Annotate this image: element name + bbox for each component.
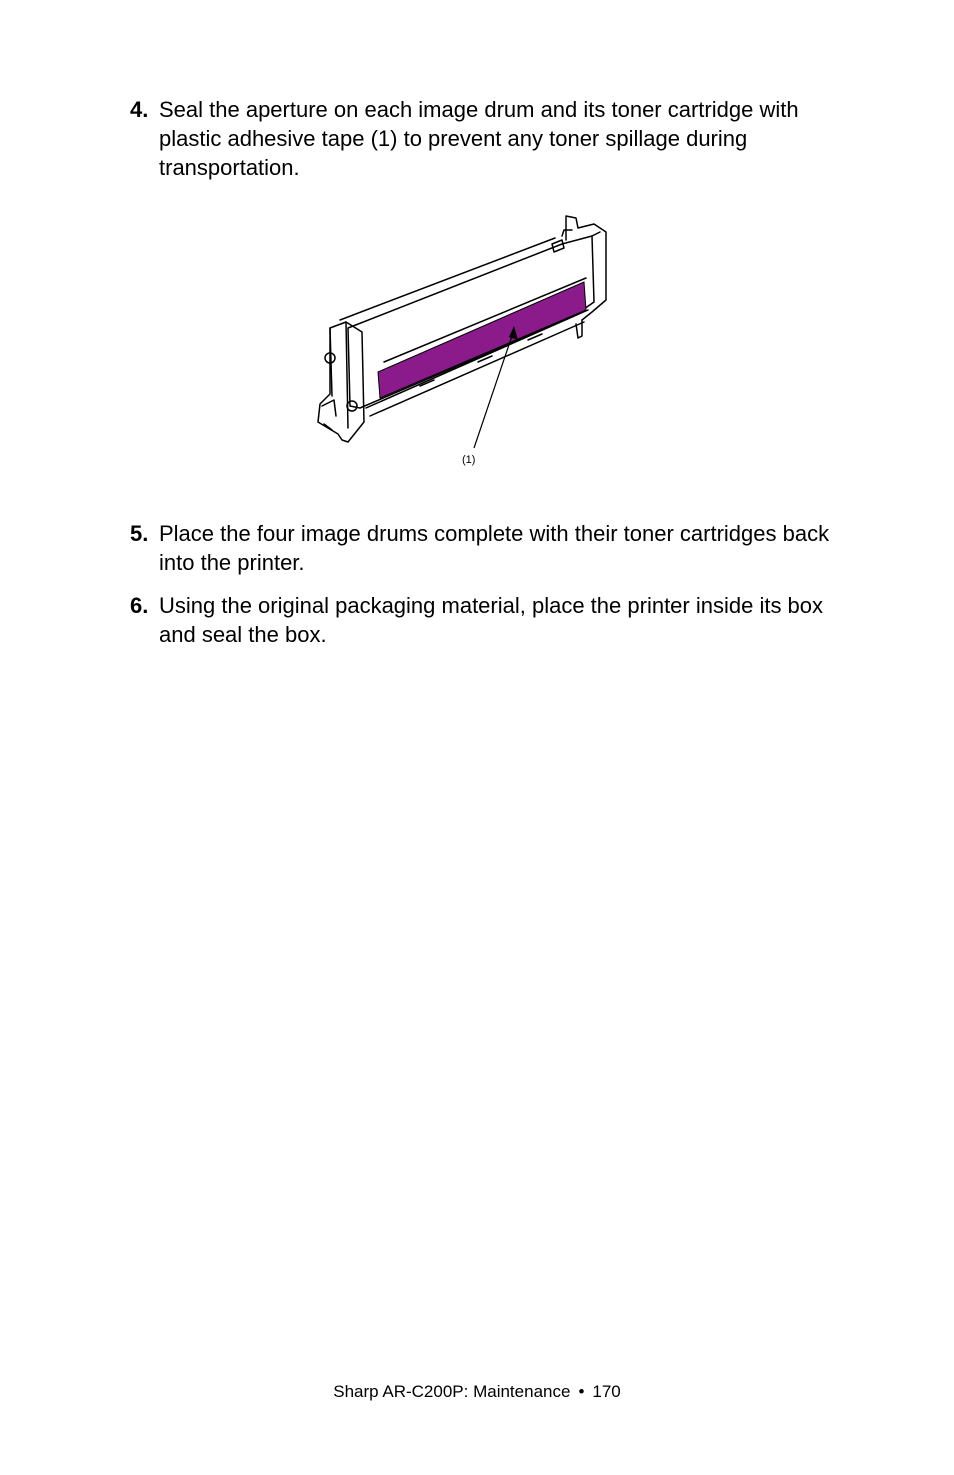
step-number: 4. [130, 97, 149, 122]
page-footer [0, 1381, 954, 1403]
step-4 [130, 95, 860, 182]
footer-separator: • [578, 1382, 585, 1401]
step-6 [130, 591, 860, 649]
callout-label: (1) [462, 454, 476, 466]
image-drum-drawing [300, 210, 620, 472]
step-text: Place the four image drums complete with their toner cartridges back into the printer. [159, 521, 830, 575]
step-number: 5. [130, 521, 149, 546]
image-drum-illustration [300, 210, 620, 472]
footer-document-title: Sharp AR-C200P: Maintenance [333, 1382, 571, 1401]
step-text: Using the original packaging material, place the printer inside its box and seal the box. [159, 593, 824, 647]
step-text: Seal the aperture on each image drum and its toner cartridge with plastic adhesive tape (1) to prevent any toner spillage during transportation. [159, 97, 799, 180]
page-number: 170 [592, 1382, 621, 1401]
step-number: 6. [130, 593, 149, 618]
step-5 [130, 519, 860, 577]
adhesive-tape [378, 282, 586, 398]
